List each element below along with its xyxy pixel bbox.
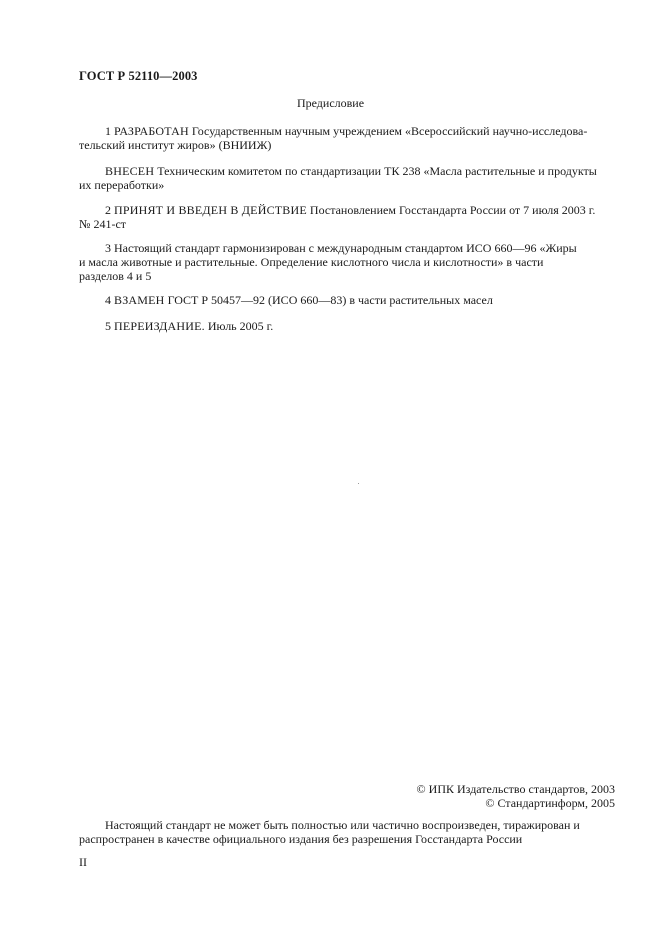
paragraph-label: ПЕРЕИЗДАНИЕ. (114, 319, 205, 333)
copyright-line: © ИПК Издательство стандартов, 2003 (416, 782, 615, 796)
paragraph-text: Техническим комитетом по стандартизации ТК 238 «Масла растительные и продукты (157, 164, 597, 178)
paragraph-number: 3 (105, 241, 111, 255)
paragraph-text: разделов 4 и 5 (79, 269, 152, 283)
paragraph-label: РАЗРАБОТАН (114, 124, 189, 138)
paragraph-1 (79, 124, 615, 152)
paragraph-text: Июль 2005 г. (207, 319, 274, 333)
section-title: Предисловие (296, 96, 365, 110)
paragraph-number: 1 (105, 124, 111, 138)
page-number: II (79, 855, 87, 869)
document-code: ГОСТ Р 52110—2003 (79, 69, 198, 83)
paragraph-text: ГОСТ Р 50457—92 (ИСО 660—83) в части растительных масел (167, 293, 493, 307)
paragraph-label: ПРИНЯТ И ВВЕДЕН В ДЕЙСТВИЕ (114, 203, 307, 217)
paragraph-text: их переработки» (79, 178, 165, 192)
print-speck (358, 483, 359, 484)
paragraph-5 (79, 319, 615, 333)
paragraph-number: 5 (105, 319, 111, 333)
paragraph-text: Настоящий стандарт гармонизирован с международным стандартом ИСО 660—96 «Жиры (114, 241, 577, 255)
reproduction-notice (79, 818, 615, 846)
paragraph-text: Постановлением Госстандарта России от 7 июля 2003 г. (309, 203, 596, 217)
paragraph-introduced (79, 164, 615, 192)
paragraph-2 (79, 203, 615, 231)
copyright-line: © Стандартинформ, 2005 (485, 796, 615, 810)
notice-text: Настоящий стандарт не может быть полностью или частично воспроизведен, тиражирован и (105, 818, 580, 832)
notice-text: распространен в качестве официального издания без разрешения Госстандарта России (79, 832, 523, 846)
paragraph-text: № 241-ст (79, 217, 127, 231)
paragraph-label: ВЗАМЕН (114, 293, 165, 307)
paragraph-text: и масла животные и растительные. Определение кислотного числа и кислотности» в части (79, 255, 544, 269)
paragraph-number: 4 (105, 293, 111, 307)
paragraph-3 (79, 241, 615, 283)
paragraph-label: ВНЕСЕН (105, 164, 155, 178)
paragraph-4 (79, 293, 615, 307)
paragraph-text: тельский институт жиров» (ВНИИЖ) (79, 138, 272, 152)
paragraph-number: 2 (105, 203, 111, 217)
copyright-block (417, 782, 615, 810)
paragraph-text: Государственным научным учреждением «Всероссийский научно-исследова- (191, 124, 588, 138)
